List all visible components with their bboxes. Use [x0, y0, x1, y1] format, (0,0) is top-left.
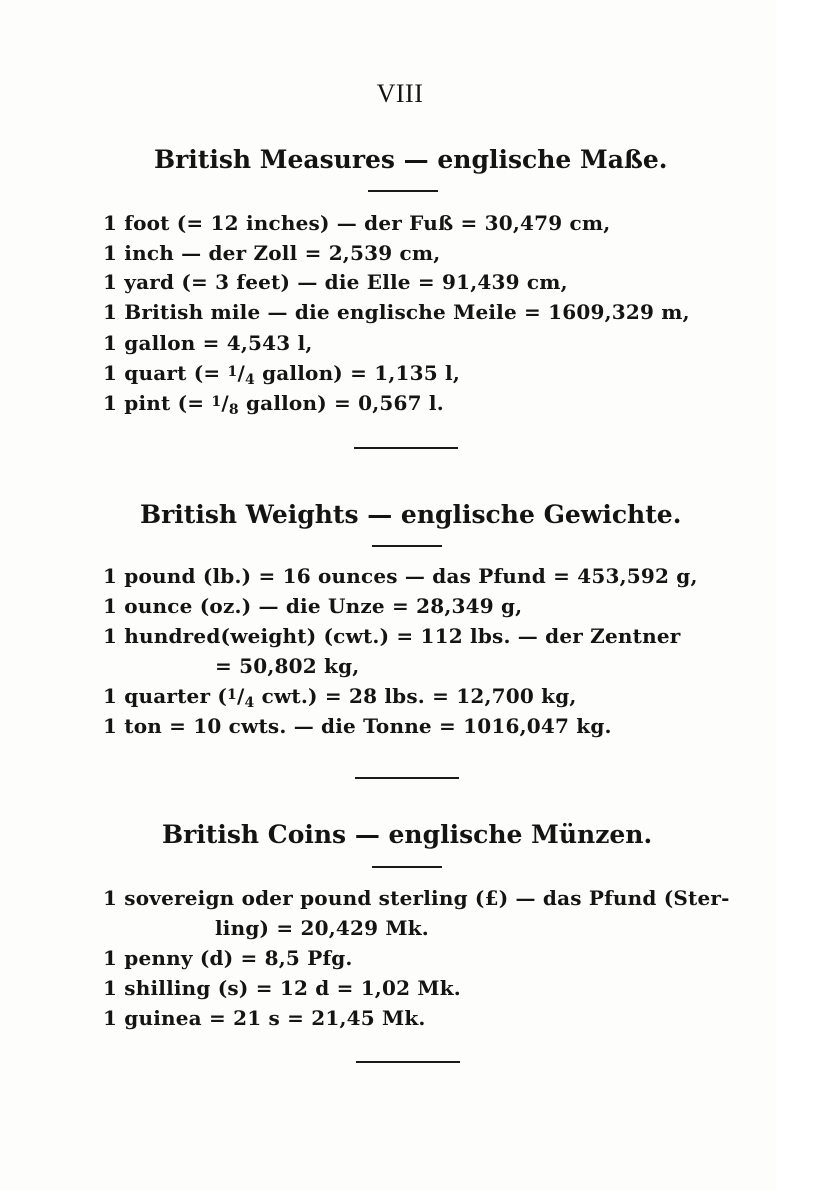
coins-heading: British Coins — englische Münzen. — [162, 820, 653, 849]
fraction-denominator: 8 — [228, 402, 239, 418]
weight-line-pound: 1 pound (lb.) = 16 ounces — das Pfund = 453,592 g, — [103, 564, 698, 588]
weight-line-hundredweight-cont: = 50,802 kg, — [215, 654, 360, 678]
weight-line-hundredweight: 1 hundred(weight) (cwt.) = 112 lbs. — der Zentner — [103, 624, 681, 648]
pint-prefix: 1 pint (= — [103, 391, 212, 415]
fraction-denominator: 4 — [244, 695, 255, 711]
heading-underline — [372, 545, 442, 547]
measure-line-yard: 1 yard (= 3 feet) — die Elle = 91,439 cm, — [103, 270, 568, 294]
coin-line-sovereign: 1 sovereign oder pound sterling (£) — das Pfund (Ster- — [103, 886, 730, 910]
coin-line-sovereign-cont: ling) = 20,429 Mk. — [215, 916, 429, 940]
measure-line-gallon: 1 gallon = 4,543 l, — [103, 331, 313, 355]
weights-heading: British Weights — englische Gewichte. — [140, 500, 682, 529]
section-divider — [355, 777, 459, 779]
weight-line-ounce: 1 ounce (oz.) — die Unze = 28,349 g, — [103, 594, 523, 618]
measure-line-foot: 1 foot (= 12 inches) — der Fuß = 30,479 cm, — [103, 211, 611, 235]
measure-line-mile: 1 British mile — die englische Meile = 1609,329 m, — [103, 300, 690, 324]
section-divider — [354, 447, 458, 449]
section-divider — [356, 1061, 460, 1063]
heading-underline — [368, 190, 438, 192]
quart-prefix: 1 quart (= — [103, 361, 228, 385]
measure-line-pint: 1 pint (= 1/8 gallon) = 0,567 l. — [103, 391, 444, 418]
weight-line-quarter: 1 quarter (1/4 cwt.) = 28 lbs. = 12,700 kg, — [103, 684, 577, 711]
coin-line-penny: 1 penny (d) = 8,5 Pfg. — [103, 946, 353, 970]
coin-line-guinea: 1 guinea = 21 s = 21,45 Mk. — [103, 1006, 426, 1030]
measure-line-quart: 1 quart (= 1/4 gallon) = 1,135 l, — [103, 361, 461, 388]
quarter-prefix: 1 quarter ( — [103, 684, 228, 708]
quarter-suffix: cwt.) = 28 lbs. = 12,700 kg, — [254, 684, 577, 708]
measures-heading: British Measures — englische Maße. — [154, 145, 668, 174]
heading-underline — [372, 866, 442, 868]
weight-line-ton: 1 ton = 10 cwts. — die Tonne = 1016,047 kg. — [103, 714, 612, 738]
fraction-numerator: 1 — [227, 687, 237, 703]
coin-line-shilling: 1 shilling (s) = 12 d = 1,02 Mk. — [103, 976, 461, 1000]
fraction-numerator: 1 — [211, 394, 222, 410]
fraction-numerator: 1 — [227, 364, 238, 380]
quart-suffix: gallon) = 1,135 l, — [254, 361, 461, 385]
fraction-denominator: 4 — [244, 372, 255, 388]
measure-line-inch: 1 inch — der Zoll = 2,539 cm, — [103, 241, 441, 265]
page-number: VIII — [376, 79, 424, 108]
pint-suffix: gallon) = 0,567 l. — [238, 391, 444, 415]
